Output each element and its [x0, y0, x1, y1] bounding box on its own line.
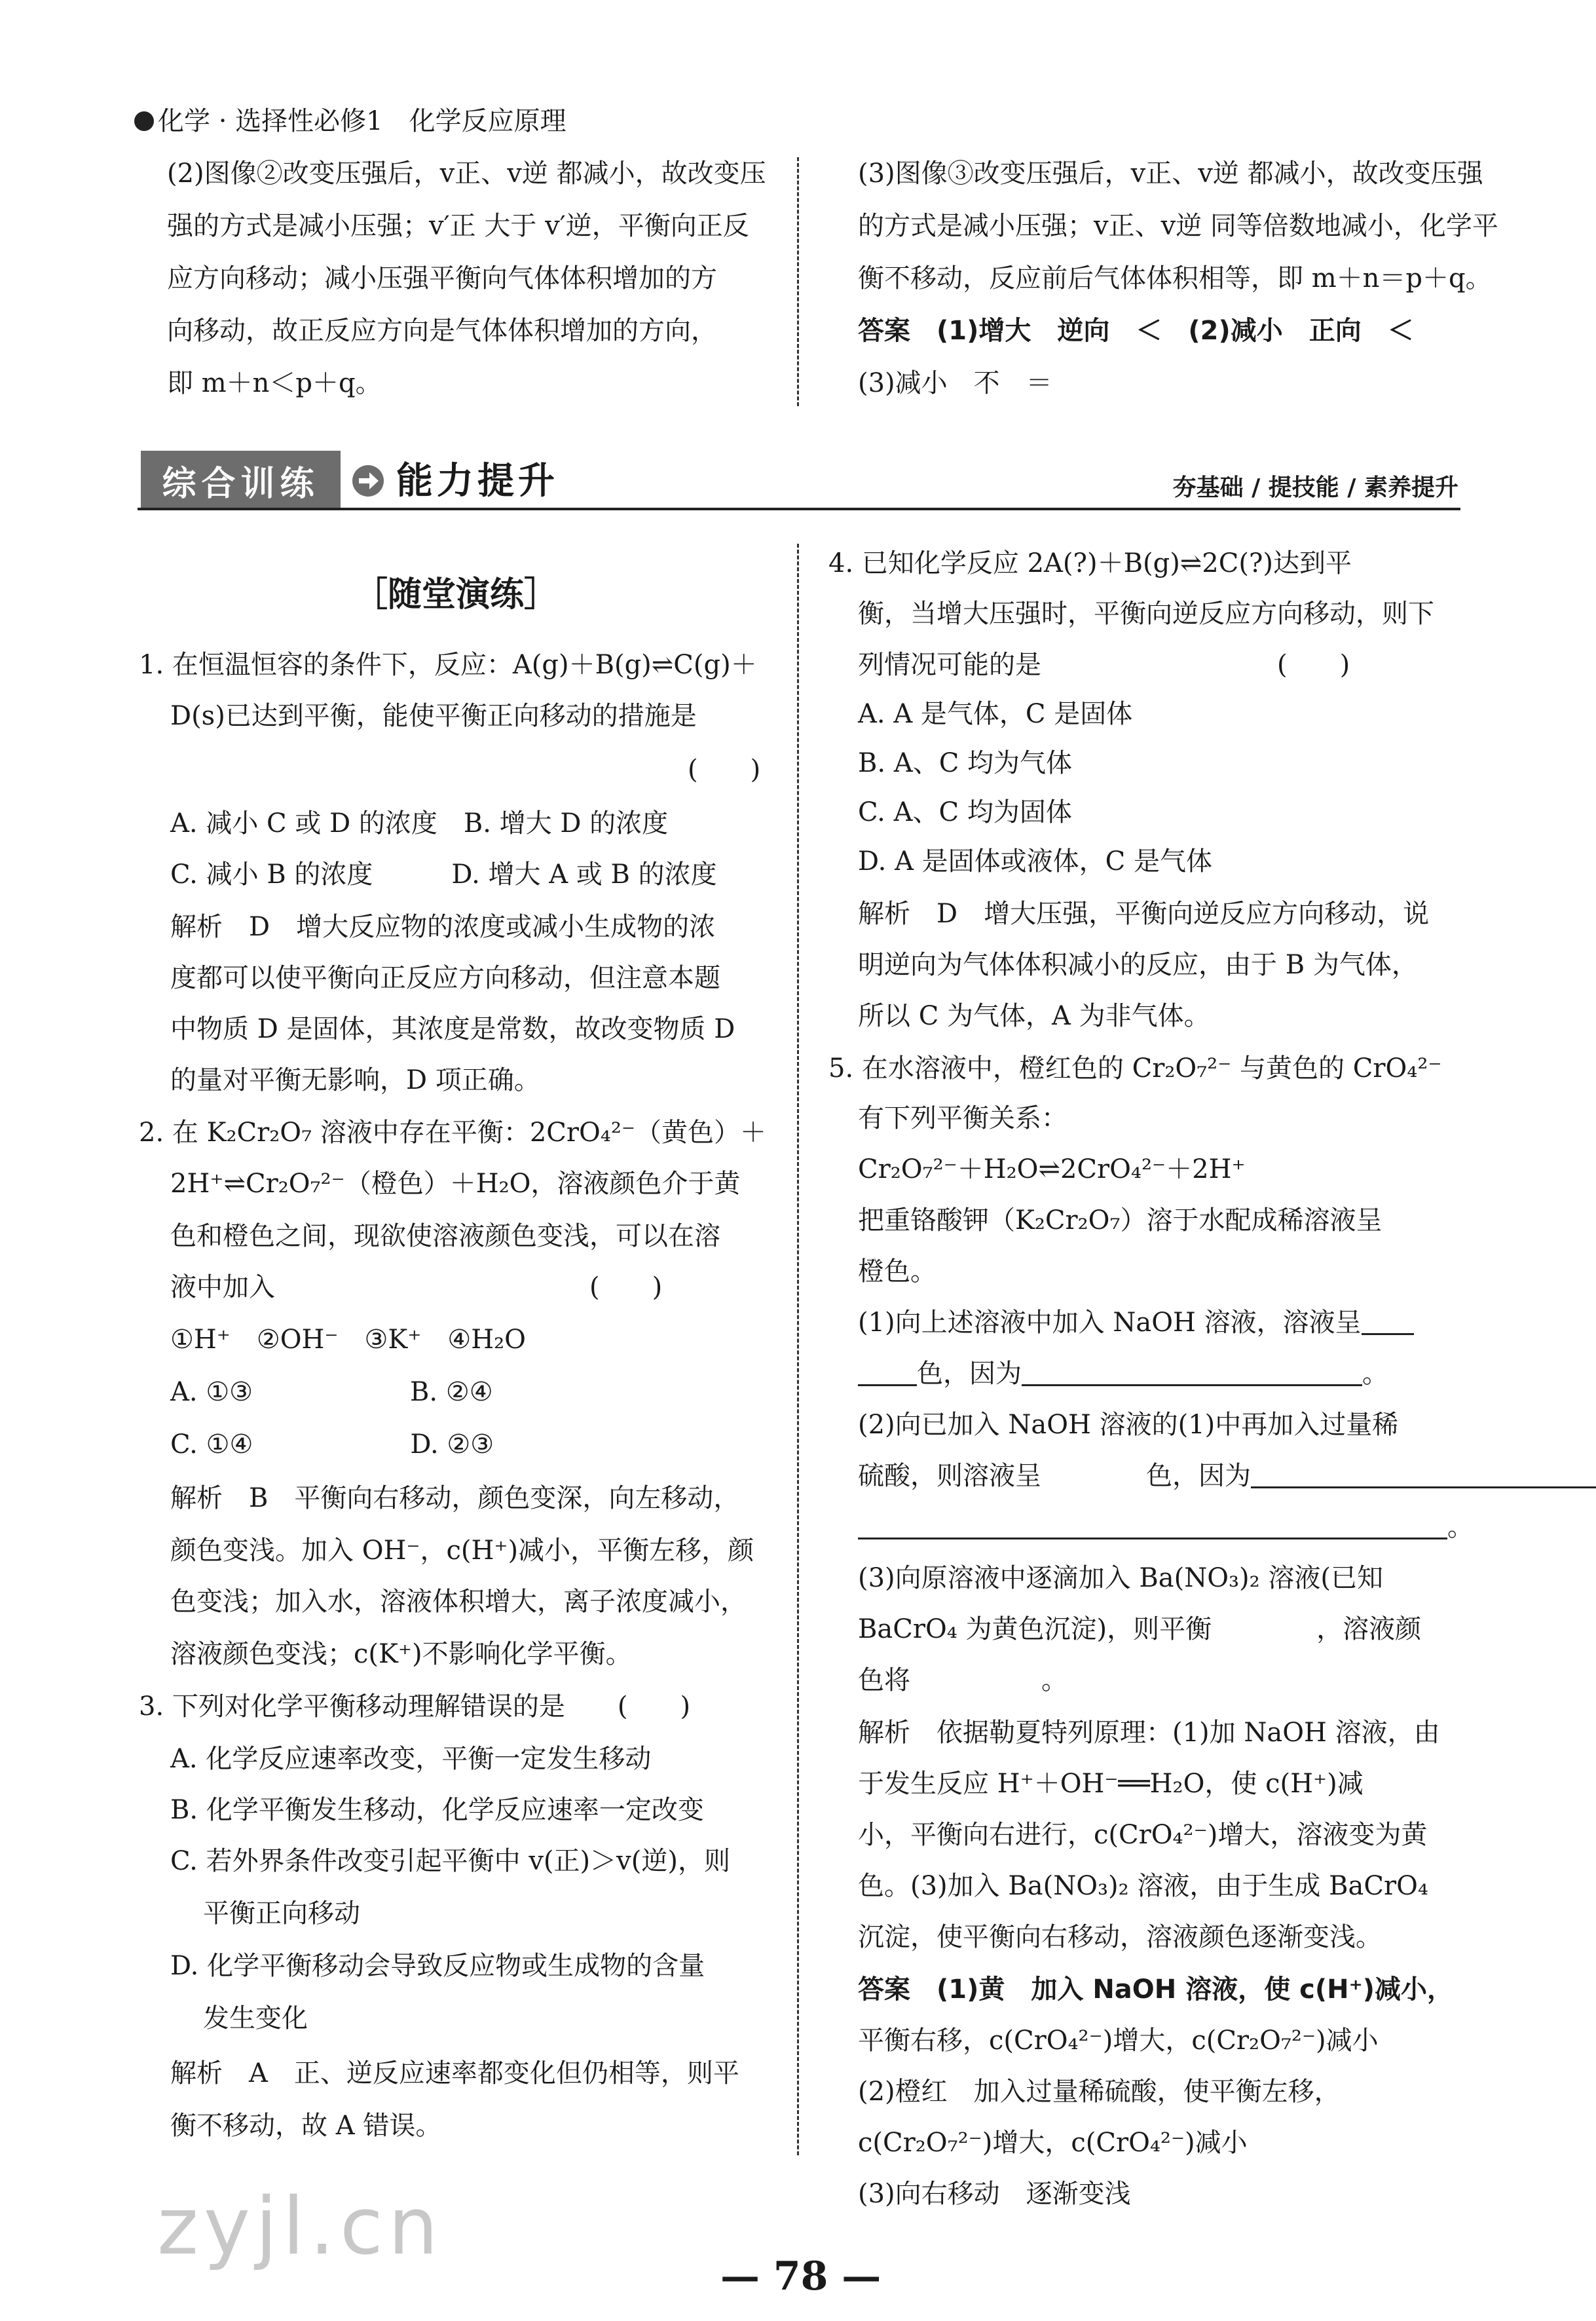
- banner-rule: [138, 508, 1460, 510]
- question-text: 硫酸，则溶液呈 色，因为: [858, 1461, 1251, 1491]
- option-line: D. 化学平衡移动会导致反应物或生成物的含量: [170, 1951, 705, 1981]
- question-text: 。: [1447, 1512, 1474, 1542]
- question-line: 4. 已知化学反应 2A(?)＋B(g)⇌2C(?)达到平: [828, 548, 1352, 578]
- question-text: (1)向上述溶液中加入 NaOH 溶液，溶液呈: [858, 1308, 1362, 1338]
- text-line: 应方向移动；减小压强平衡向气体体积增加的方: [167, 263, 717, 293]
- explanation-line: 所以 C 为气体，A 为非气体。: [858, 1001, 1210, 1031]
- explanation-line: 明逆向为气体体积减小的反应，由于 B 为气体，: [858, 950, 1418, 980]
- text-line: 衡不移动，反应前后气体体积相等，即 m＋n＝p＋q。: [858, 263, 1492, 293]
- running-header: [134, 105, 566, 138]
- explanation-line: 于发生反应 H⁺＋OH⁻══H₂O，使 c(H⁺)减: [858, 1769, 1364, 1799]
- question-line: 把重铬酸钾（K₂Cr₂O₇）溶于水配成稀溶液呈: [858, 1205, 1383, 1236]
- equation-line: Cr₂O₇²⁻＋H₂O⇌2CrO₄²⁻＋2H⁺: [858, 1154, 1246, 1184]
- option-line: C. ①④ D. ②③: [170, 1429, 494, 1460]
- explanation-line: 解析 B 平衡向右移动，颜色变深，向左移动，: [170, 1483, 740, 1513]
- section-title: ［随堂演练］: [354, 575, 559, 614]
- answer-blank[interactable]: [858, 1358, 917, 1386]
- question-text: 色，因为: [917, 1359, 1022, 1389]
- question-line: 色将 。: [858, 1665, 1067, 1695]
- question-line: 衡，当增大压强时，平衡向逆反应方向移动，则下: [858, 599, 1434, 629]
- question-line: 3. 下列对化学平衡移动理解错误的是 ( ): [139, 1691, 691, 1722]
- answer-line: 答案 (1)增大 逆向 ＜ (2)减小 正向 ＜: [858, 316, 1414, 346]
- question-line: BaCrO₄ 为黄色沉淀)，则平衡 ，溶液颜: [858, 1614, 1422, 1644]
- answer-line: c(Cr₂O₇²⁻)增大，c(CrO₄²⁻)减小: [858, 2128, 1248, 2158]
- question-line: 有下列平衡关系：: [858, 1103, 1067, 1133]
- option-line: C. A、C 均为固体: [858, 797, 1072, 827]
- question-line: 橙色。: [858, 1256, 937, 1287]
- answer-blank[interactable]: [1251, 1460, 1596, 1488]
- explanation-line: 中物质 D 是固体，其浓度是常数，故改变物质 D: [170, 1014, 735, 1044]
- question-line: (3)向原溶液中逐滴加入 Ba(NO₃)₂ 溶液(已知: [858, 1563, 1384, 1593]
- text-line: 的方式是减小压强；v正、v逆 同等倍数地减小，化学平: [858, 211, 1498, 241]
- question-line: [858, 1306, 1414, 1339]
- explanation-line: 小，平衡向右进行，c(CrO₄²⁻)增大，溶液变为黄: [858, 1820, 1428, 1850]
- text-line: 强的方式是减小压强；v′正 大于 v′逆，平衡向正反: [167, 211, 749, 241]
- text-line: (3)图像③改变压强后，v正、v逆 都减小，故改变压强: [858, 159, 1483, 189]
- answer-line: (3)向右移动 逐渐变浅: [858, 2179, 1131, 2209]
- explanation-line: 色。(3)加入 Ba(NO₃)₂ 溶液，由于生成 BaCrO₄: [858, 1871, 1428, 1901]
- option-line: B. 化学平衡发生移动，化学反应速率一定改变: [170, 1795, 704, 1825]
- option-line: A. ①③ B. ②④: [170, 1377, 493, 1407]
- answer-blank[interactable]: [858, 1511, 1447, 1539]
- explanation-line: 解析 依据勒夏特列原理：(1)加 NaOH 溶液，由: [858, 1718, 1440, 1748]
- explanation-line: 解析 D 增大反应物的浓度或减小生成物的浓: [170, 912, 716, 942]
- question-line: [858, 1460, 1596, 1492]
- explanation-line: 溶液颜色变浅；c(K⁺)不影响化学平衡。: [170, 1639, 632, 1669]
- bullet-circle-icon: [134, 111, 154, 131]
- header-text: 化学 · 选择性必修1 化学反应原理: [158, 106, 566, 136]
- banner-tag: 夯基础 / 提技能 / 素养提升: [1172, 474, 1458, 501]
- arrow-right-icon: [351, 464, 385, 498]
- question-line: 色，因为 。: [858, 1357, 1388, 1390]
- explanation-line: 解析 A 正、逆反应速率都变化但仍相等，则平: [170, 2058, 739, 2088]
- banner-title: 能力提升: [396, 460, 559, 502]
- explanation-line: 色变浅；加入水，溶液体积增大，离子浓度减小，: [170, 1587, 747, 1617]
- answer-line: 答案 (1)黄 加入 NaOH 溶液，使 c(H⁺)减小，: [858, 1974, 1453, 2005]
- question-line: 列情况可能的是 ( ): [858, 650, 1350, 680]
- watermark-text: zyjl.cn: [157, 2181, 443, 2273]
- answer-line: 平衡右移，c(CrO₄²⁻)增大，c(Cr₂O₇²⁻)减小: [858, 2026, 1379, 2056]
- question-line: 色和橙色之间，现欲使溶液颜色变浅，可以在溶: [170, 1221, 720, 1251]
- column-divider: [797, 157, 799, 406]
- explanation-line: 沉淀，使平衡向右移动，溶液颜色逐渐变浅。: [858, 1922, 1382, 1952]
- text-line: (3)减小 不 ＝: [858, 368, 1052, 398]
- option-line: A. A 是气体，C 是固体: [858, 699, 1133, 729]
- question-line: 2H⁺⇌Cr₂O₇²⁻（橙色）＋H₂O，溶液颜色介于黄: [170, 1169, 741, 1199]
- explanation-line: 解析 D 增大压强，平衡向逆反应方向移动，说: [858, 899, 1430, 929]
- option-line: C. 减小 B 的浓度 D. 增大 A 或 B 的浓度: [170, 859, 717, 890]
- text-line: (2)图像②改变压强后，v正、v逆 都减小，故改变压: [167, 159, 766, 189]
- option-line: C. 若外界条件改变引起平衡中 v(正)＞v(逆)，则: [170, 1846, 730, 1876]
- option-line: ①H⁺ ②OH⁻ ③K⁺ ④H₂O: [170, 1325, 526, 1355]
- explanation-line: 衡不移动，故 A 错误。: [170, 2111, 442, 2141]
- option-line: 平衡正向移动: [203, 1898, 360, 1929]
- option-line: A. 减小 C 或 D 的浓度 B. 增大 D 的浓度: [170, 808, 669, 839]
- question-line: 5. 在水溶液中，橙红色的 Cr₂O₇²⁻ 与黄色的 CrO₄²⁻: [828, 1053, 1442, 1084]
- option-line: 发生变化: [203, 2003, 308, 2033]
- option-line: B. A、C 均为气体: [858, 748, 1073, 778]
- question-line: 1. 在恒温恒容的条件下，反应：A(g)＋B(g)⇌C(g)＋: [139, 650, 757, 680]
- explanation-line: 度都可以使平衡向正反应方向移动，但注意本题: [170, 963, 720, 993]
- answer-bracket: ( ): [688, 755, 761, 785]
- text-line: 即 m＋n＜p＋q。: [167, 368, 382, 398]
- banner-label: 综合训练: [141, 451, 341, 510]
- question-line: (2)向已加入 NaOH 溶液的(1)中再加入过量稀: [858, 1410, 1399, 1440]
- question-line: 2. 在 K₂Cr₂O₇ 溶液中存在平衡：2CrO₄²⁻（黄色）＋: [139, 1118, 766, 1148]
- option-line: D. A 是固体或液体，C 是气体: [858, 846, 1212, 877]
- explanation-line: 的量对平衡无影响，D 项正确。: [170, 1065, 540, 1095]
- answer-blank[interactable]: [1362, 1307, 1414, 1335]
- answer-blank[interactable]: [1022, 1358, 1362, 1386]
- question-line: D(s)已达到平衡，能使平衡正向移动的措施是: [170, 701, 697, 731]
- page-number: — 78 —: [720, 2254, 882, 2299]
- question-line: 液中加入 ( ): [170, 1272, 663, 1302]
- answer-line: (2)橙红 加入过量稀硫酸，使平衡左移，: [858, 2077, 1341, 2107]
- explanation-line: 颜色变浅。加入 OH⁻，c(H⁺)减小，平衡左移，颜: [170, 1536, 754, 1566]
- option-line: A. 化学反应速率改变，平衡一定发生移动: [170, 1744, 652, 1774]
- column-divider: [797, 544, 799, 2155]
- question-line: [858, 1511, 1474, 1543]
- text-line: 向移动，故正反应方向是气体体积增加的方向，: [167, 316, 717, 346]
